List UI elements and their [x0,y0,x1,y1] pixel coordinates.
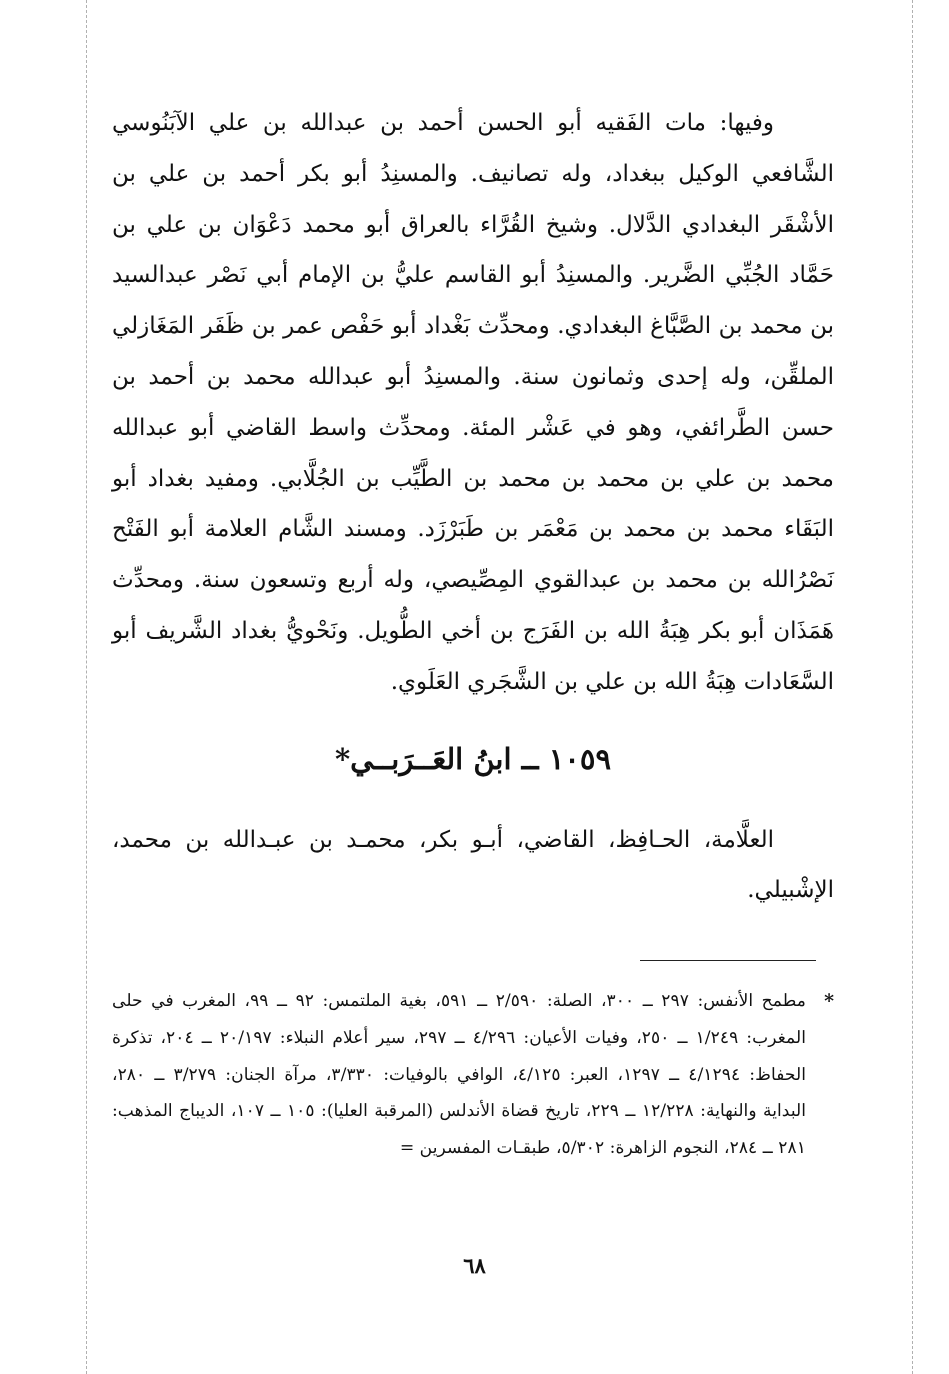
footnote-separator [640,960,816,961]
left-margin-guide [86,0,87,1374]
footnote-text: مطمح الأنفس: ٢٩٧ ــ ٣٠٠، الصلة: ٢/٥٩٠ ــ ٥٩١، بغية الملتمس: ٩٢ ــ ٩٩، المغرب في حلى المغرب: ١/٢٤٩ ــ ٢٥٠، وفيات الأعيان: ٤/٢٩٦ ــ ٢٩٧، سير أعلام النبلاء: ٢٠/١٩٧ ــ ٢٠٤، تذكرة الحفاظ: ٤/١٢٩٤ ــ ١٢٩٧، العبر: ٤/١٢٥، الوافي بالوفيات: ٣/٣٣٠، مرآة الجنان: ٣/٢٧٩ ــ ٢٨٠، البداية والنهاية: ١٢/٢٢٨ ــ ٢٢٩، تاريخ قضاة الأندلس (المرقبة العليا): ١٠٥ ــ ١٠٧، الديباج المذهب: ٢٨١ ــ ٢٨٤، النجوم الزاهرة: ٥/٣٠٢، طبقـات المفسرين = [112,991,807,1159]
main-text [112,98,834,708]
right-margin-guide [912,0,913,1374]
page-number: ٦٨ [463,1253,486,1278]
entry-body: العلَّامة، الحـافِظ، القاضي، أبـو بكر، محمـد بن عبـدالله بن محمد، الإشْبيلي. [112,827,834,903]
footnote-marker: * [824,990,834,1012]
footnote [112,983,834,1167]
main-paragraph: وفيها: مات الفَقيه أبو الحسن أحمد بن عبدالله بن علي الآبَنُوسي الشَّافعي الوكيل ببغداد، وله تصانيف. والمسنِدُ أبو بكر أحمد بن علي بن الأشْقَر البغدادي الدَّلال. وشيخ القُرَّاء بالعراق أبو محمد دَعْوَان بن علي بن حَمَّاد الجُبِّي الضَّرير. والمسنِدُ أبو القاسم عليُّ بن الإمام أبي نَصْر عبدالسيد بن محمد بن الصَّبَّاغ البغدادي. ومحدِّث بَغْداد أبو حَفْص عمر بن ظَفَر المَغَازلي الملقِّن، وله إحدى وثمانون سنة. والمسنِدُ أبو عبدالله محمد بن أحمد بن حسن الطَّرائفي، وهو في عَشْر المئة. ومحدِّث واسط القاضي أبو عبدالله محمد بن علي بن محمد بن محمد بن الطَّيِّب بن الجُلَّابي. ومفيد بغداد أبو البَقَاء محمد بن محمد بن مَعْمَر بن طَبَرْزَد. ومسند الشَّام العلامة أبو الفَتْح نَصْرُالله بن محمد بن عبدالقوي المِصِّيصي، وله أربع وتسعون سنة. ومحدِّث هَمَذَان أبو بكر هِبَةُ الله بن الفَرَج بن أخي الطُّويل. ونَحْويُّ بغداد الشَّريف أبو السَّعَادات هِبَةُ الله بن علي بن الشَّجَري العَلَوي. [112,110,834,695]
entry-text [112,815,834,915]
entry-heading: ١٠٥٩ ــ ابنُ العَــرَبــي* [334,742,612,776]
